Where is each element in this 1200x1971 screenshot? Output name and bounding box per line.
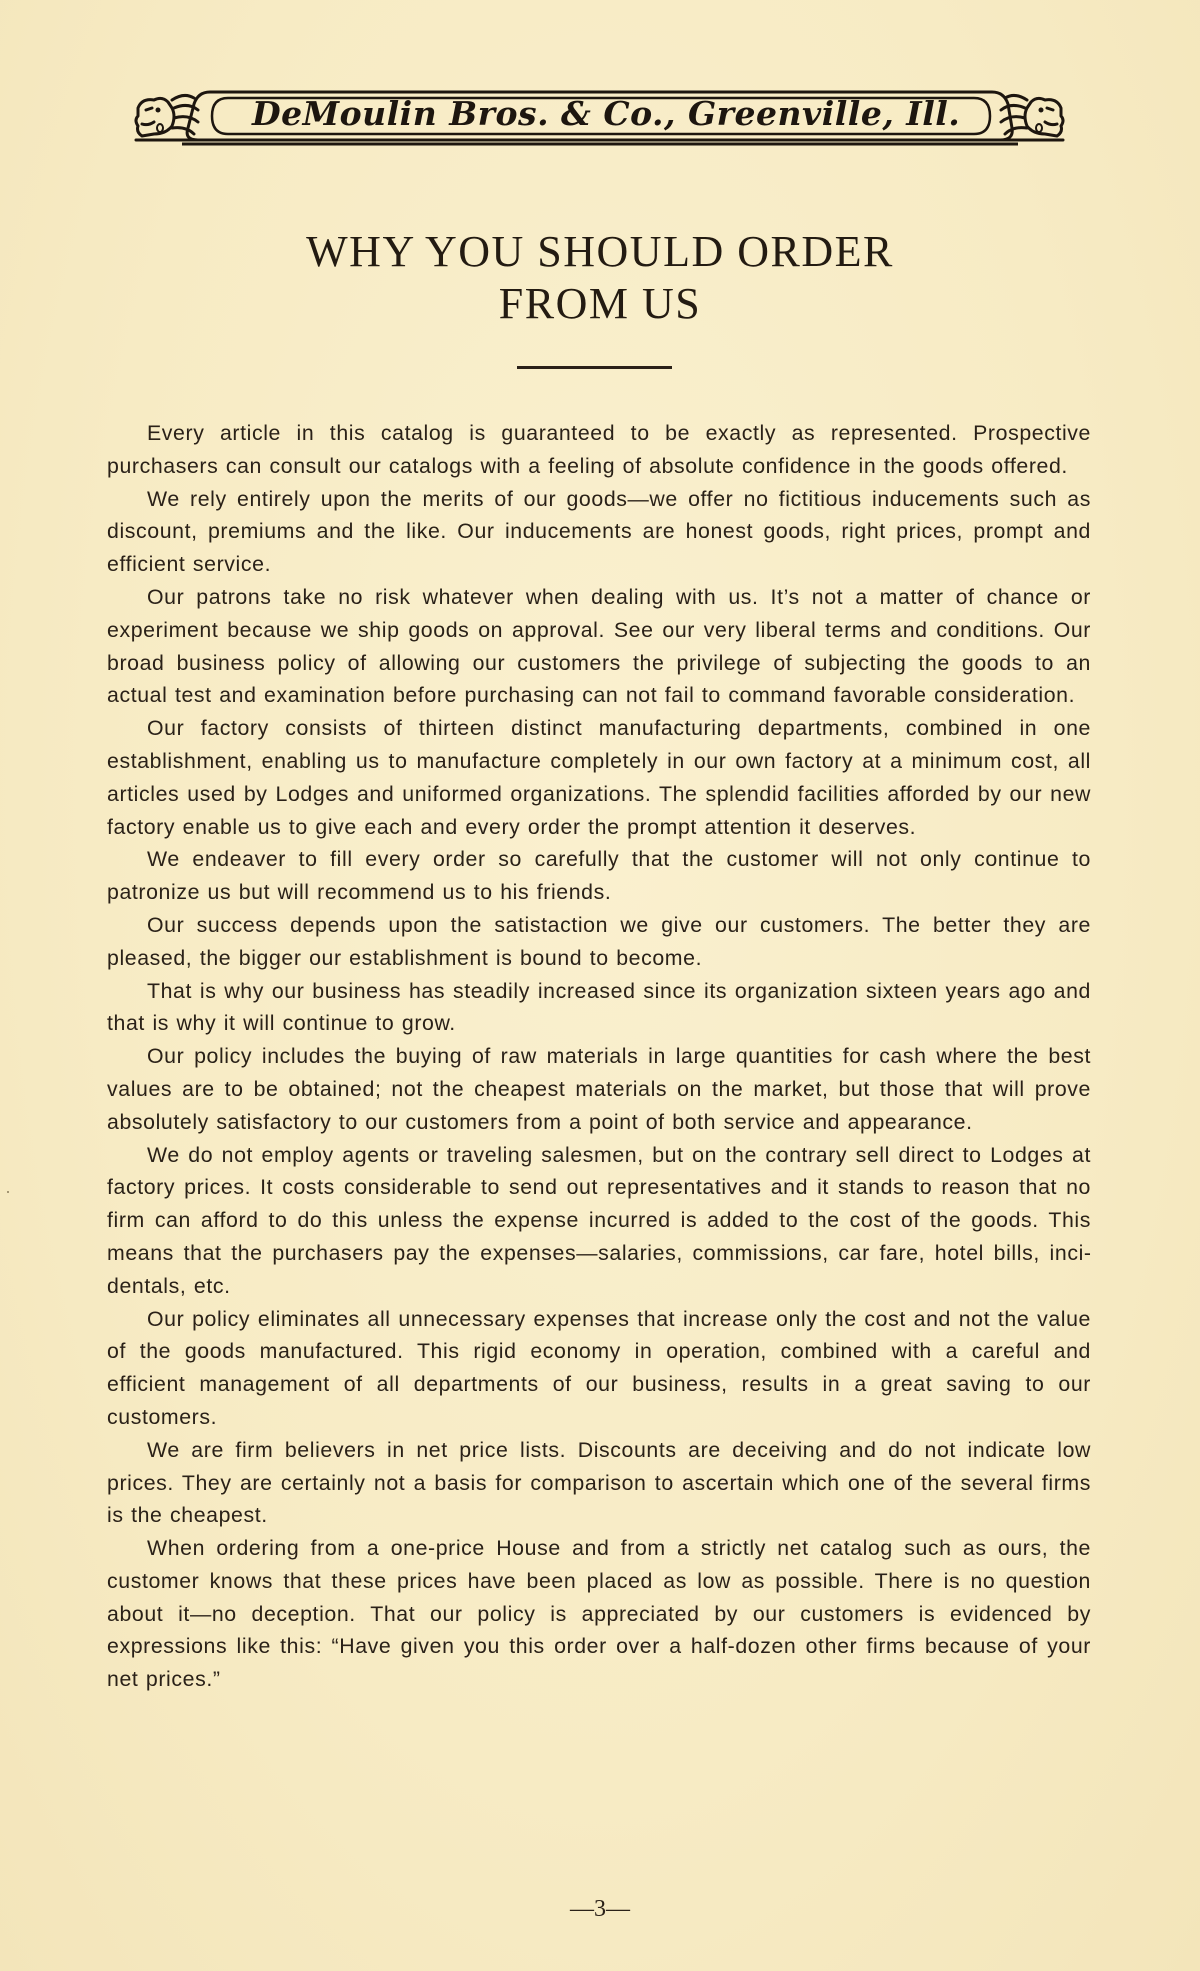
paragraph-merits: We rely entirely upon the merits of our goods—we offer no fictitious inducements such as discount, premiums and the like. Our inducements are honest goods, right prices, prompt and efficient service. [107,486,1091,577]
paragraph-factory: Our factory consists of thirteen distinct manufacturing departments, combined in one establishment, enabling us to manufacture completely in our own factory at a minimum cost, all articles used by Lodges and uniformed organizations. The splendid facilities afforded by our new factory enable us to give each and every order the prompt attention it deserves. [107,716,1091,839]
paragraph-fill-orders: We endeaver to fill every order so carefully that the customer will not only continue to patronize us but will recommend us to his friends. [107,847,1091,905]
lion-head-icon [132,86,204,144]
title-line-2: FROM US [498,279,702,328]
header-banner [132,84,1067,148]
page-number: —3— [570,1896,630,1922]
paragraph-one-price-house: When ordering from a one-price House and from a strictly net catalog such as ours, the customer knows that these prices have been placed as low as possible. There is no question about it—no deception. That our policy is appreciated by our customers is evidenced by expressions like this: “Have given you this order over a half-dozen other firms because of your net prices.” [107,1536,1091,1692]
paragraph-success: Our success depends upon the satistaction we give our customers. The better they are pleased, the bigger our establishment is bound to become. [107,912,1091,970]
paragraph-no-risk: Our patrons take no risk whatever when dealing with us. It’s not a matter of chance or experiment because we ship goods on approval. See our very liberal terms and conditions. Our broad business policy of allowing our customers the privilege of subjecting the goods to an actual test and examination before purchasing can not fail to command favorable consideration. [107,584,1091,708]
title-divider [517,366,672,369]
paragraph-no-agents: We do not employ agents or traveling salesmen, but on the contrary sell direct to Lodges at factory prices. It costs considerable to send out representatives and it stands to reason that no firm can afford to do this unless the expense incurred is added to the cost of the goods. This means that the purchasers pay the expenses—salaries, commissions, car fare, hotel bills, incidentals, etc. [107,1142,1091,1298]
page-title [0,226,1200,330]
paragraph-raw-materials: Our policy includes the buying of raw materials in large quantities for cash where the best values are to be obtained; not the cheapest materials on the market, but those that will prove absolutely satisfactory to our customers from a point of both service and appearance. [107,1044,1091,1134]
paragraph-economy: Our policy eliminates all unnecessary expenses that increase only the cost and not the value of the goods manufactured. This rigid economy in operation, combined with a careful and efficient management of all departments of our business, results in a great saving to our customers. [107,1306,1091,1429]
body-text [107,417,1091,1696]
title-line-1: WHY YOU SHOULD ORDER [306,227,894,276]
company-name: DeMoulin Bros. & Co., Greenville, Ill. [252,94,961,133]
paragraph-guarantee: Every article in this catalog is guaranteed to be exactly as represented. Prospective purchasers can consult our catalogs with a feeling of absolute confidence in the goods offered. [107,421,1091,478]
lion-head-icon [995,86,1067,144]
paragraph-net-prices: We are firm believers in net price lists. Discounts are deceiving and do not indicate low prices. They are certainly not a basis for comparison to ascertain which one of the several firms is the cheapest. [107,1437,1091,1528]
paragraph-growth: That is why our business has steadily increased since its organization sixteen years ago and that is why it will continue to grow. [107,978,1091,1036]
scan-speck [7,1191,9,1193]
